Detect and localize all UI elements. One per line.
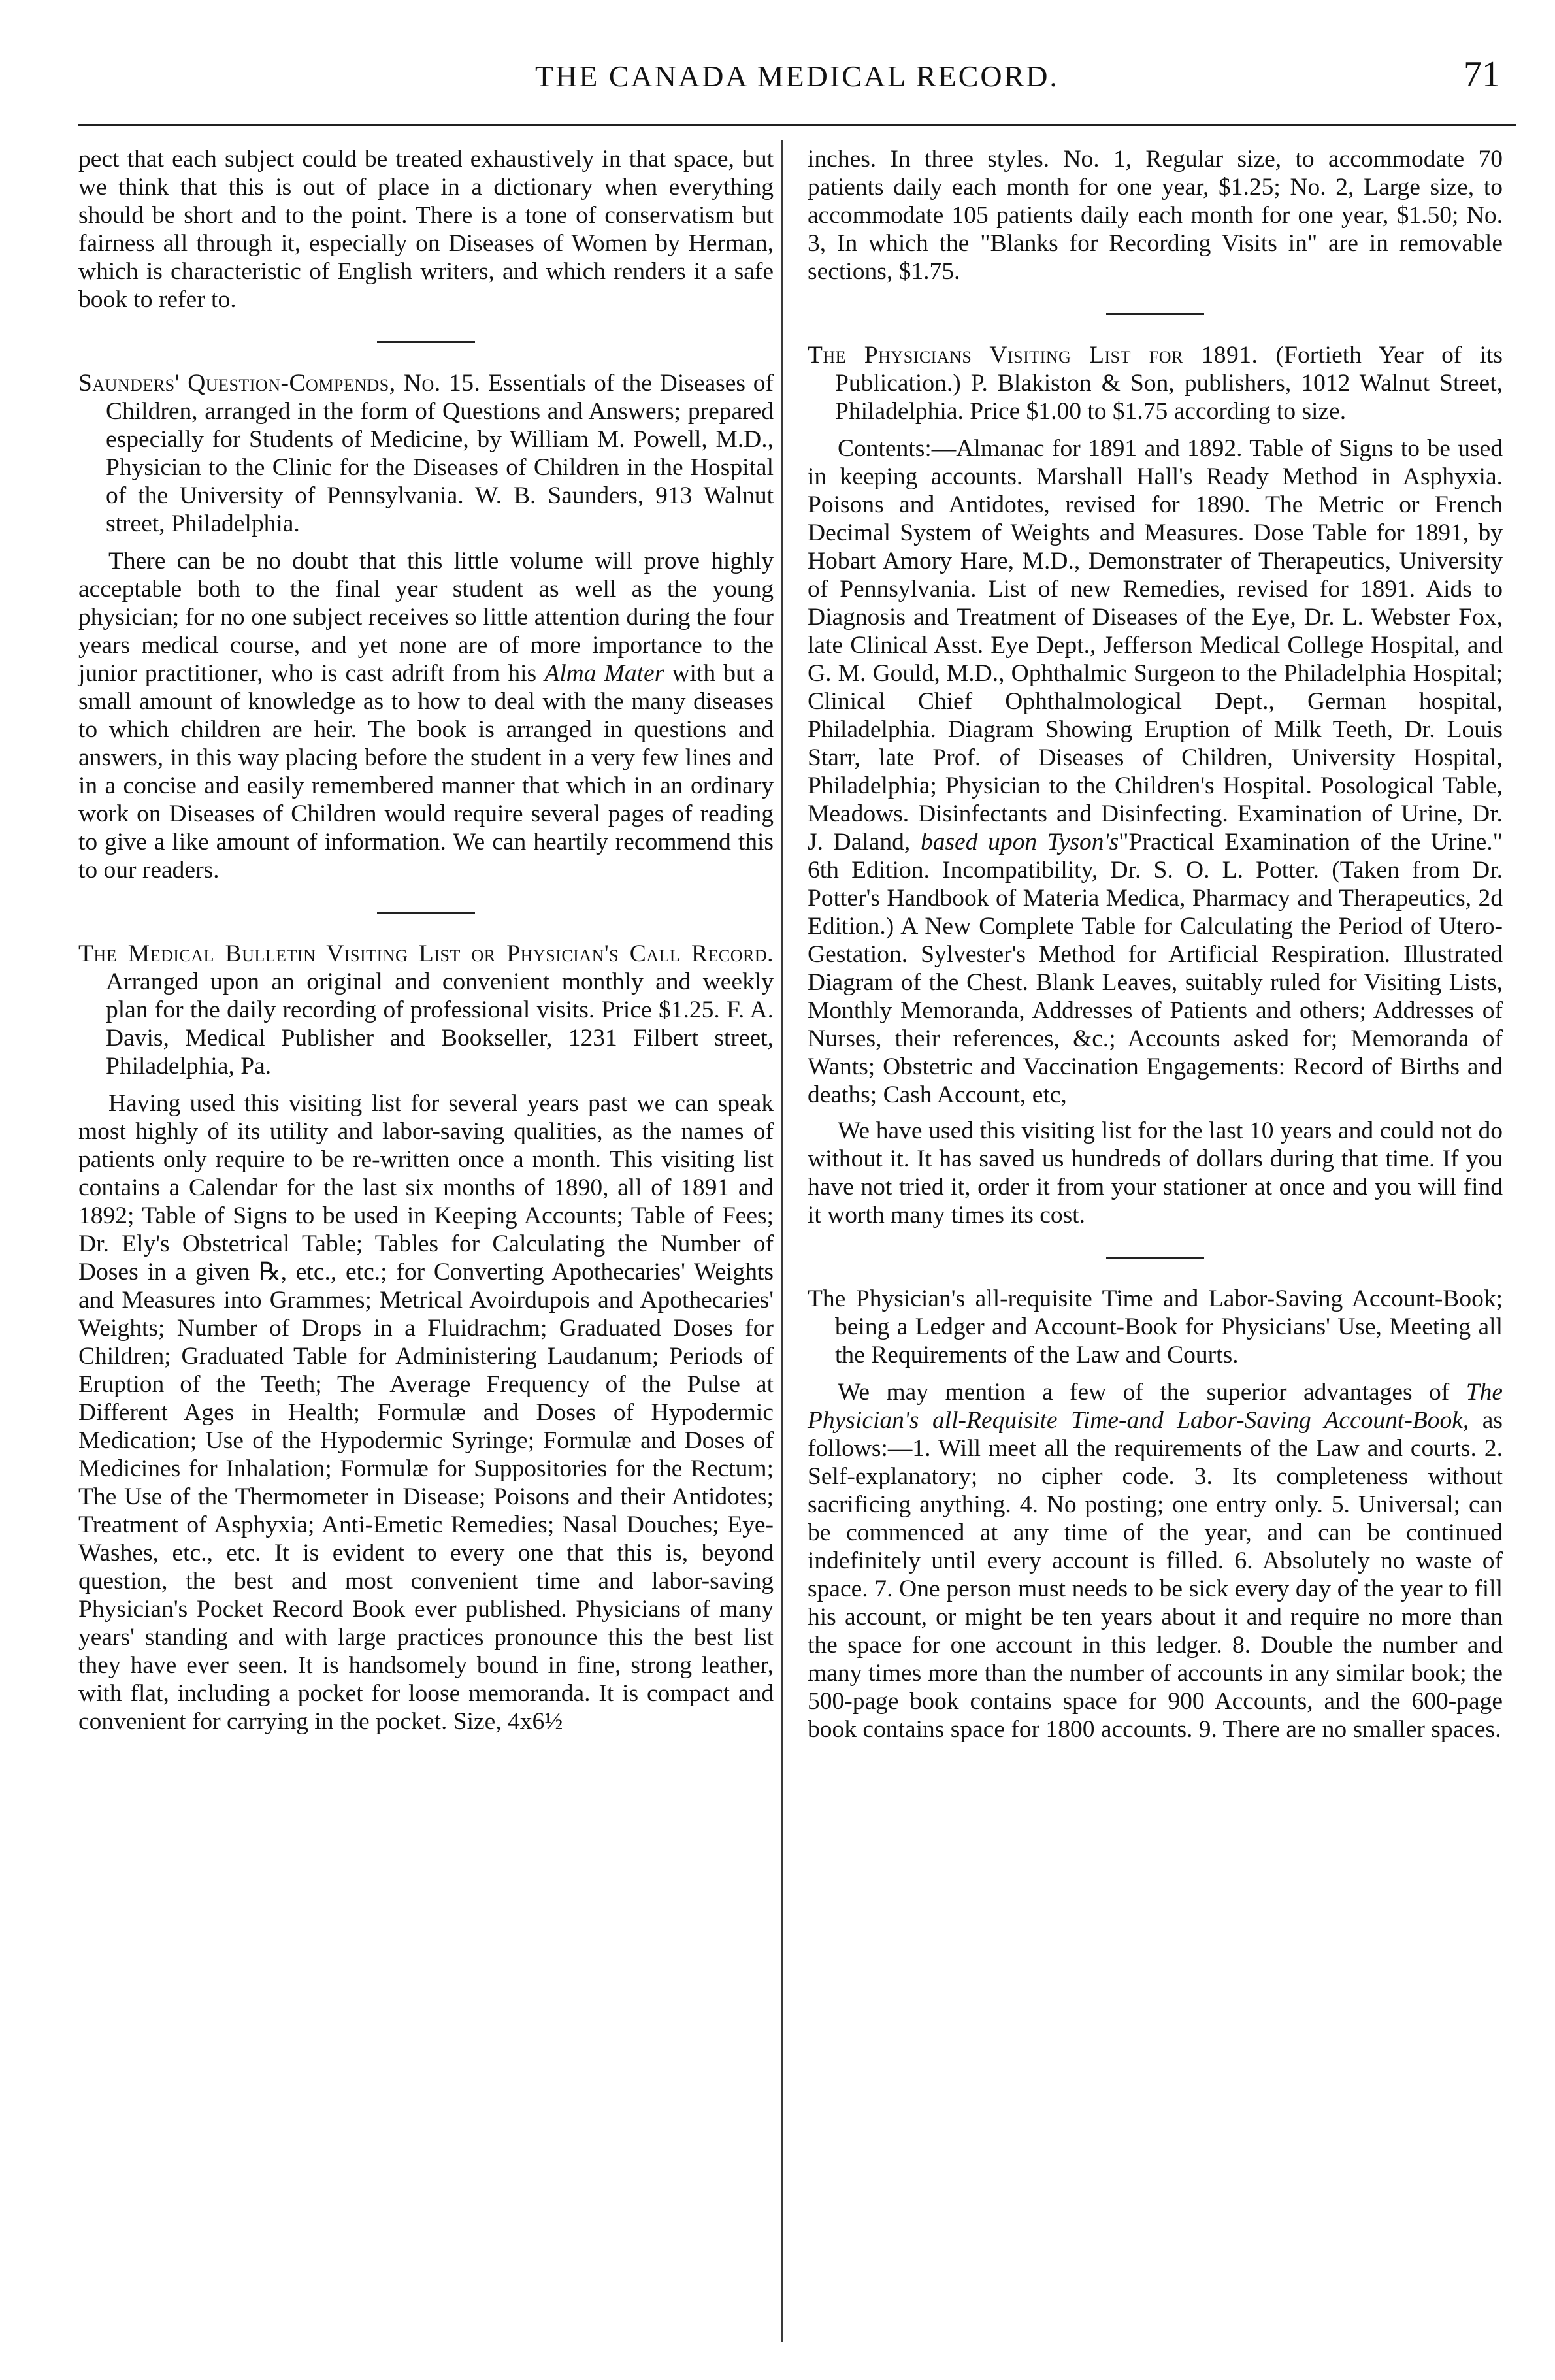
saunders-review-italic: Alma Mater [544,660,664,687]
blakiston-contents-text-a: Contents:—Almanac for 1891 and 1892. Table of Signs to be used in keeping accounts. Marshall Hall's Ready Method in Asphyxia. Poisons and Antidotes, revised for 1890. The Metric or French Decimal System of Weights and Measures. Dose Table for 1891, by Hobart Amory Hare, M.D., Demonstrater of Therapeutics, University of Pennsylvania. List of new Remedies, revised for 1891. Aids to Diagnosis and Treatment of Diseases of the Eye, Dr. L. Webster Fox, late Clinical Asst. Eye Dept., Jefferson Medical College Hospital, and G. M. Gould, M.D., Ophthalmic Surgeon to the Philadelphia Hospital; Clinical Chief Ophthalmological Dept., German hospital, Philadelphia. Diagram Showing Eruption of Milk Teeth, Dr. Louis Starr, late Prof. of Diseases of Children, University Hospital, Philadelphia; Physician to the Children's Hospital. Posological Table, Meadows. Disinfectants and Disinfecting. Examination of Urine, Dr. J. Daland, [808,435,1503,855]
section-separator [1106,1257,1204,1259]
blakiston-entry-body: (Fortieth Year of its Publication.) P. Blakiston & Son, publishers, 1012 Walnut Street, Philadelphia. Price $1.00 to $1.75 according to size. [835,342,1503,425]
section-separator [377,912,475,914]
saunders-title: Saunders' Question-Compends, No. 15. [78,370,481,397]
account-book-review-italic: The Physician's all-Requisite Time-and Labor-Saving Account-Book, [808,1379,1503,1434]
blakiston-title: The Physicians Visiting List for 1891. [808,342,1258,369]
section-separator [377,341,475,343]
account-book-entry: The Physician's all-requisite Time and Labor-Saving Account-Book; being a Ledger and Account-Book for Physicians' Use, Meeting all the Requirements of the Law and Courts. [808,1285,1503,1368]
right-column [808,145,1503,1751]
bulletin-review-continued: inches. In three styles. No. 1, Regular size, to accommodate 70 patients daily each month for one year, $1.25; No. 2, Large size, to accommodate 105 patients daily each month for one year, $1.50; No. 3, In which the "Blanks for Recording Visits in" are in removable sections, $1.75. [808,146,1503,285]
column-divider [781,140,783,2342]
blakiston-contents [808,435,1503,1109]
journal-title: THE CANADA MEDICAL RECORD. [534,59,1060,93]
saunders-review-text-a: There can be no doubt that this little volume will prove highly acceptable both to the final year student as well as the young physician; for no one subject receives so little attention during the four years medical course, and yet none are of more importance to the junior practitioner, who is cast adrift from his [78,548,774,687]
account-book-review-text-b: as follows:—1. Will meet all the requirements of the Law and courts. 2. Self-explanatory; no cipher code. 3. Its completeness without sacrificing anything. 4. No posting; one entry only. 5. Universal; can be commenced at any time of the year, and can be continued indefinitely until every account is filled. 6. Absolutely no waste of space. 7. One person must needs to be sick every day of the year to fill his account, or might be ten years about it and require no more than the space for one account in this ledger. 8. Double the number and many times more than the number of accounts in any similar book; the 500-page book contains space for 900 Accounts, and the 600-page book contains space for 1800 accounts. 9. There are no smaller spaces. [808,1407,1503,1743]
header-rule [78,124,1516,126]
running-head [78,54,1516,106]
blakiston-contents-text-b: "Practical Examination of the Urine." 6th Edition. Incompatibility, Dr. S. O. L. Potter. (Taken from Dr. Potter's Handbook of Materia Medica, Pharmacy and Therapeutics, 2d Edition.) A New Complete Table for Calculating the Period of Utero-Gestation. Sylvester's Method for Artificial Respiration. Illustrated Diagram of the Chest. Blank Leaves, suitably ruled for Visiting Lists, Monthly Memoranda, Addresses of Patients and others; Addresses of Nurses, their references, &c.; Accounts asked for; Memoranda of Wants; Obstetric and Vaccination Engagements: Record of Births and deaths; Cash Account, etc, [808,829,1503,1108]
bulletin-title: The Medical Bulletin Visiting List or Physician's Call Record. [78,940,774,967]
page-number: 71 [1464,54,1500,95]
blakiston-review: We have used this visiting list for the last 10 years and could not do without it. It has saved us hundreds of dollars during that time. If you have not tried it, order it from your stationer at once and you will find it worth many times its cost. [808,1117,1503,1229]
saunders-review-text-b: with but a small amount of knowledge as to how to deal with the many diseases to which children are heir. The book is arranged in questions and answers, in this way placing before the student in a very few lines and in a concise and easily remembered manner that which in an ordinary work on Diseases of Children would require several pages of reading to give a like amount of information. We can heartily recommend this to our readers. [78,660,774,884]
bulletin-review: Having used this visiting list for several years past we can speak most highly of its utility and labor-saving qualities, as the names of patients only require to be re-written once a month. This visiting list contains a Calendar for the last six months of 1890, all of 1891 and 1892; Table of Signs to be used in Keeping Accounts; Table of Fees; Dr. Ely's Obstetrical Table; Tables for Calculating the Number of Doses in a given ℞, etc., etc.; for Converting Apothecaries' Weights and Measures into Grammes; Metrical Avoirdupois and Apothecaries' Weights; Number of Drops in a Fluidrachm; Graduated Doses for Children; Graduated Table for Administering Laudanum; Periods of Eruption of the Teeth; The Average Frequency of the Pulse at Different Ages in Health; Formulæ and Doses of Hypodermic Medication; Use of the Hypodermic Syringe; Formulæ and Doses of Medicines for Inhalation; Formulæ for Suppositories for the Rectum; The Use of the Thermometer in Disease; Poisons and their Antidotes; Treatment of Asphyxia; Anti-Emetic Remedies; Nasal Douches; Eye-Washes, etc., etc. It is evident to every one that this is, beyond question, the best and most convenient time and labor-saving Physician's Pocket Record Book ever published. Physicians of many years' standing and with large practices pronounce this the best list they have ever seen. It is handsomely bound in fine, strong leather, with flat, including a pocket for loose memoranda. It is compact and convenient for carrying in the pocket. Size, 4x6½ [78,1090,774,1735]
section-separator [1106,313,1204,315]
account-book-review-text-a: We may mention a few of the superior advantages of [838,1379,1450,1406]
continued-review-paragraph: pect that each subject could be treated exhaustively in that space, but we think that this is out of place in a dictionary when everything should be short and to the point. There is a tone of conservatism but fairness all through it, especially on Diseases of Women by Herman, which is characteristic of English writers, and which renders it a safe book to refer to. [78,146,774,313]
left-column [78,145,774,1744]
bulletin-entry-body: Arranged upon an original and convenient monthly and weekly plan for the daily recording of professional visits. Price $1.25. F. A. Davis, Medical Publisher and Bookseller, 1231 Filbert street, Philadelphia, Pa. [106,968,774,1080]
account-book-review [808,1378,1503,1744]
blakiston-contents-italic: based upon Tyson's [920,829,1119,855]
bulletin-entry [78,940,774,1080]
saunders-entry-body: Essentials of the Diseases of Children, arranged in the form of Questions and Answers; prepared especially for Students of Medicine, by William M. Powell, M.D., Physician to the Clinic for the Diseases of Children in the Hospital of the University of Pennsylvania. W. B. Saunders, 913 Walnut street, Philadelphia. [106,370,774,537]
saunders-review [78,547,774,884]
blakiston-entry [808,341,1503,425]
saunders-entry [78,369,774,538]
